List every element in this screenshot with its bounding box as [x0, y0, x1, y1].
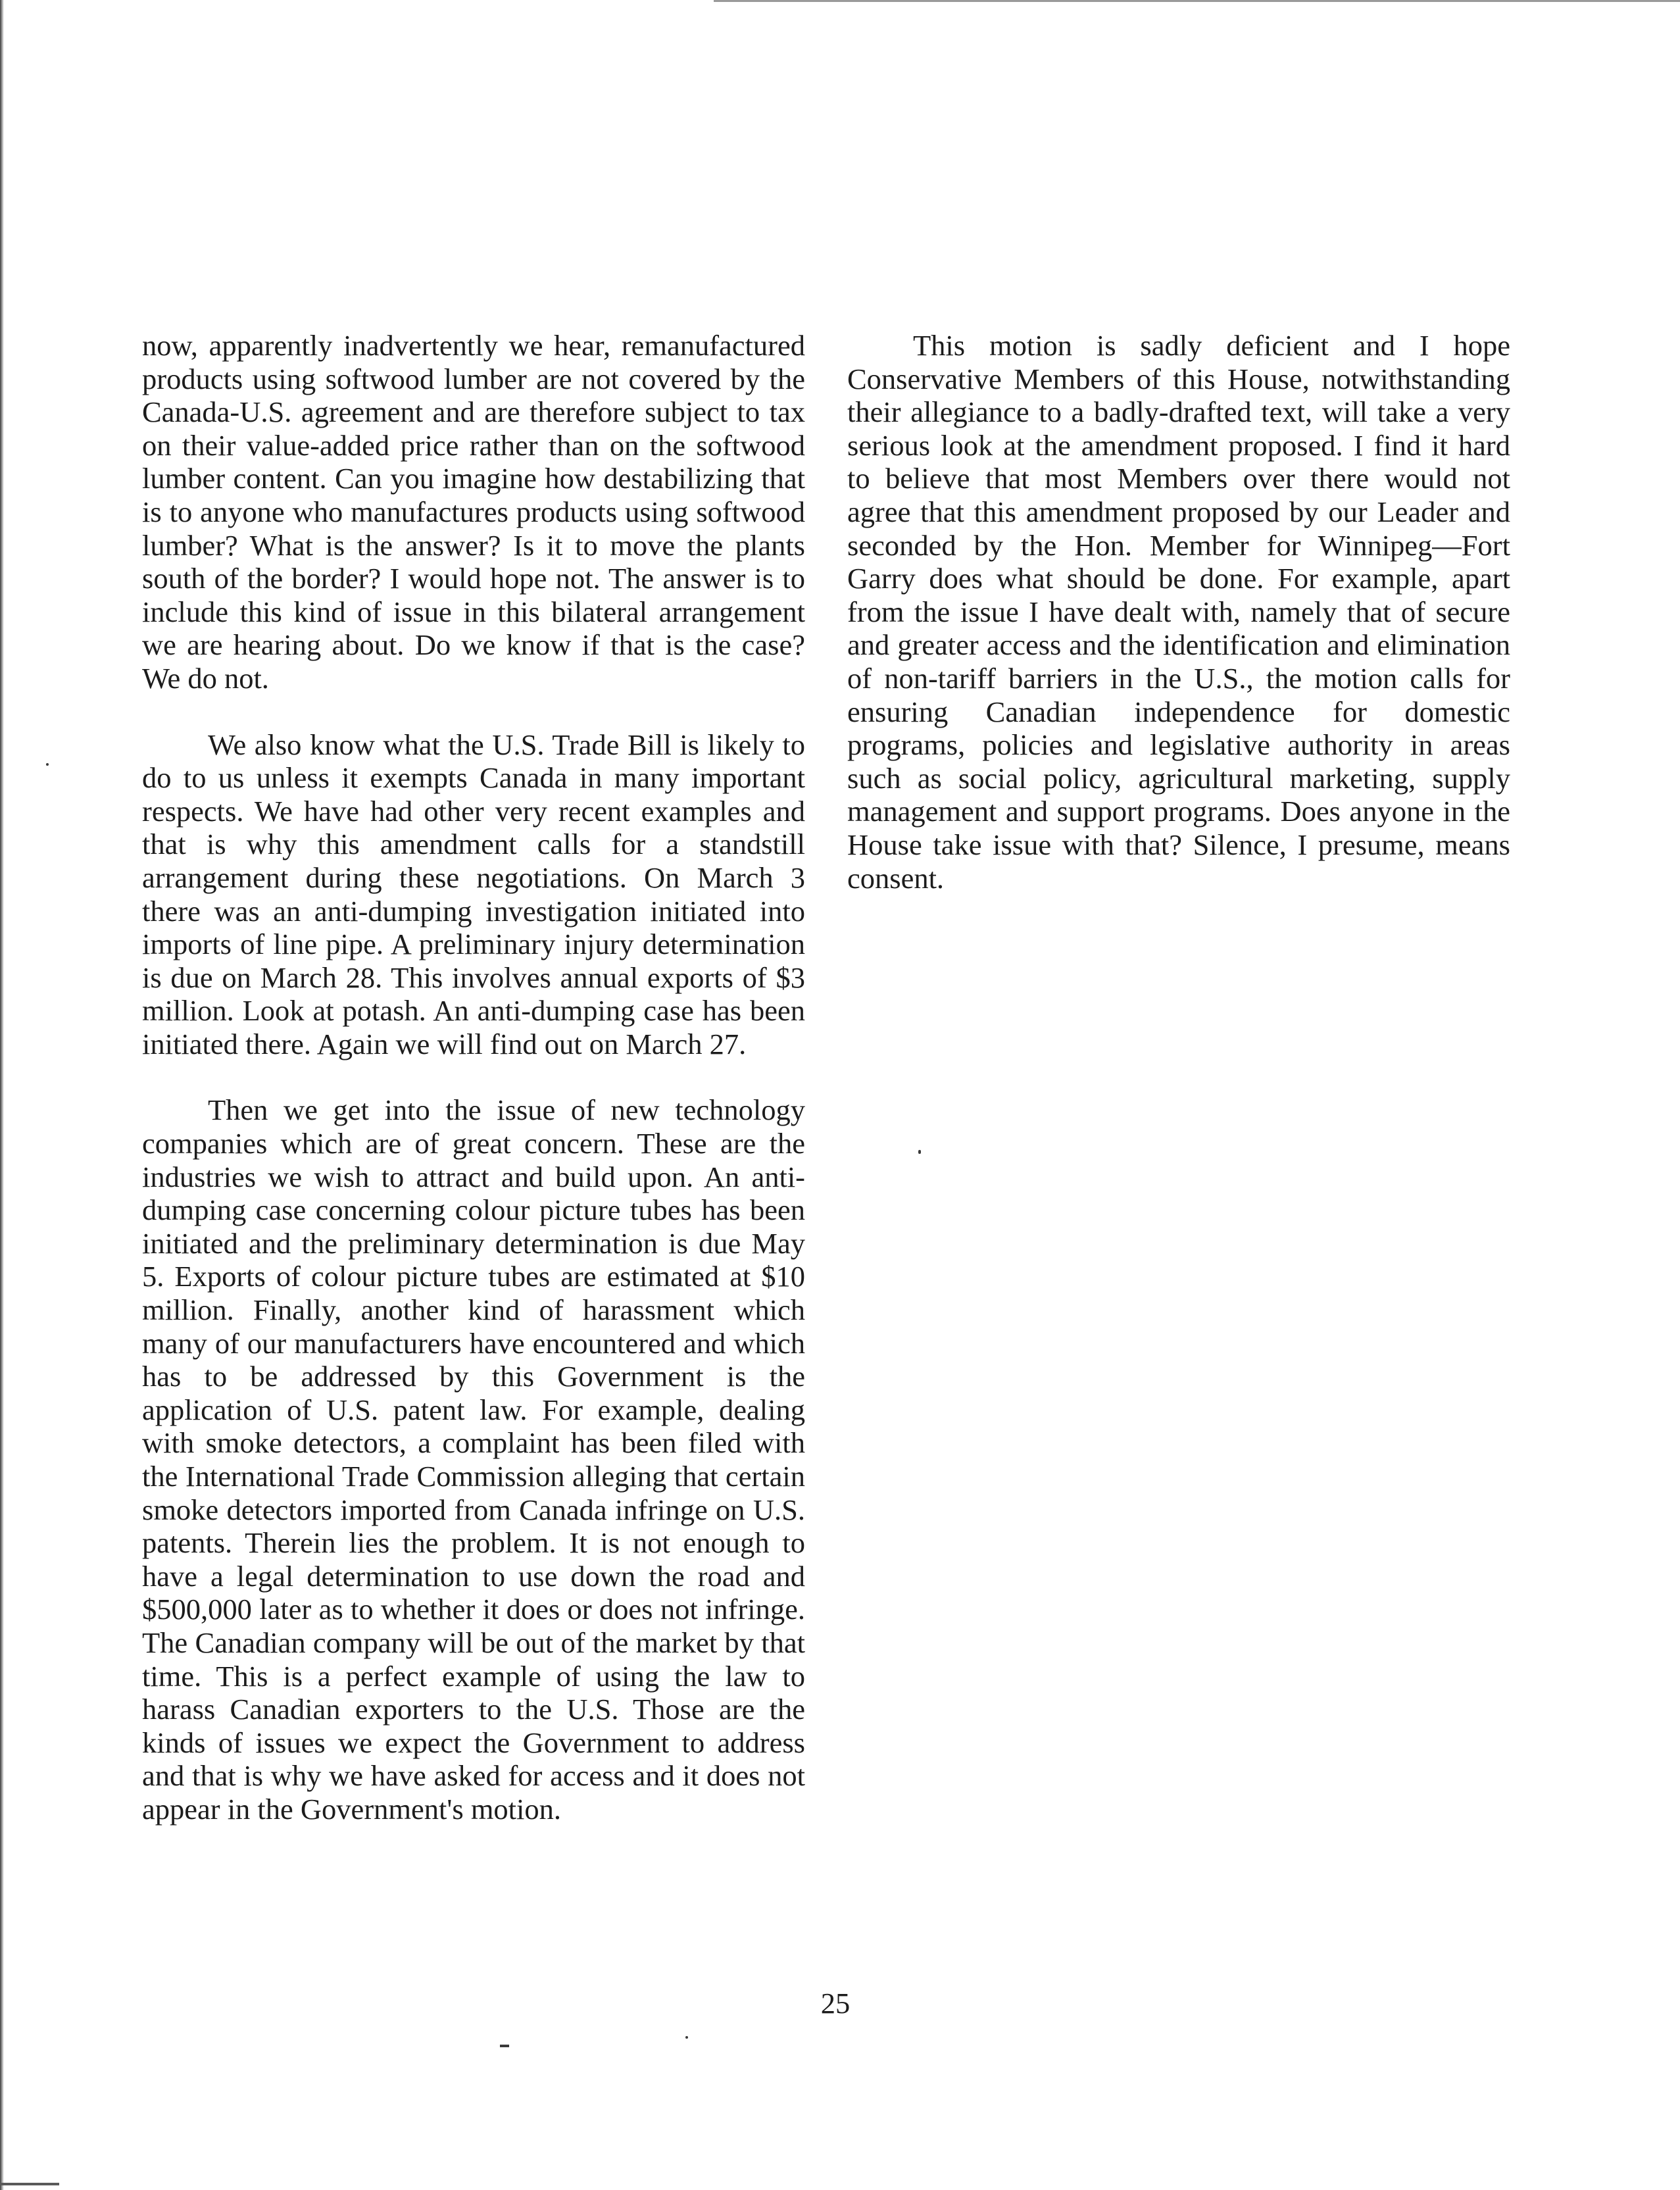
page-number: 25 — [820, 1987, 851, 2020]
scan-edge-left — [0, 0, 4, 2190]
paragraph-continued-text: now, apparently inadvertently we hear, remanufactured products using softwood lumber are not covered by the Canada-U.S. agreement and are therefore subject to tax on their value-added price rather than on the softwood lumber content. Can you imagine how destabilizing that is to anyone who manufactures products using softwood lumber? What is the answer? Is it to move the plants south of the border? I would hope not. The answer is to include this kind of issue in this bilateral arrangement we are hearing about. Do we know if that is the case? We do not. — [142, 329, 805, 695]
paragraph-new-technology: Then we get into the issue of new technology companies which are of great concern. These are the industries we wish to attract and build upon. An anti-dumping case concerning colour picture tubes has been initiated and the preliminary determination is due May 5. Exports of colour picture tubes are estimated at $10 million. Finally, another kind of harassment which many of our manufacturers have encountered and which has to be addressed by this Government is the application of U.S. patent law. For example, dealing with smoke detectors, a complaint has been filed with the International Trade Commission alleging that certain smoke detectors imported from Canada infringe on U.S. patents. Therein lies the problem. It is not enough to have a legal determination to use down the road and $500,000 later as to whether it does or does not infringe. The Canadian company will be out of the market by that time. This is a perfect example of using the law to harass Canadian exporters to the U.S. Those are the kinds of issues we expect the Government to address and that is why we have asked for access and it does not appear in the Government's motion. — [142, 1093, 805, 1826]
left-column — [142, 329, 805, 1826]
paragraph-motion-deficient: This motion is sadly deficient and I hope Conservative Members of this House, notwithstanding their allegiance to a badly-drafted text, will take a very serious look at the amendment proposed. I find it hard to believe that most Members over there would not agree that this amendment proposed by our Leader and seconded by the Hon. Member for Winnipeg—Fort Garry does what should be done. For example, apart from the issue I have dealt with, namely that of secure and greater access and the identification and elimination of non-tariff barriers in the U.S., the motion calls for ensuring Canadian independence for domestic programs, policies and legislative authority in areas such as social policy, agricultural marketing, supply management and support programs. Does anyone in the House take issue with that? Silence, I presume, means consent. — [847, 329, 1510, 895]
scan-edge-bottom — [0, 2183, 59, 2185]
scan-speck — [685, 2036, 688, 2039]
scan-speck — [918, 1150, 921, 1154]
scan-speck — [500, 2045, 509, 2047]
right-column — [847, 329, 1510, 895]
paragraph-us-trade-bill: We also know what the U.S. Trade Bill is likely to do to us unless it exempts Canada in many important respects. We have had other very recent examples and that is why this amendment calls for a standstill arrangement during these negotiations. On March 3 there was an anti-dumping investigation initiated into imports of line pipe. A preliminary injury determination is due on March 28. This involves annual exports of $3 million. Look at potash. An anti-dumping case has been initiated there. Again we will find out on March 27. — [142, 728, 805, 1060]
scan-speck — [46, 763, 49, 766]
scan-edge-top — [714, 0, 1680, 2]
